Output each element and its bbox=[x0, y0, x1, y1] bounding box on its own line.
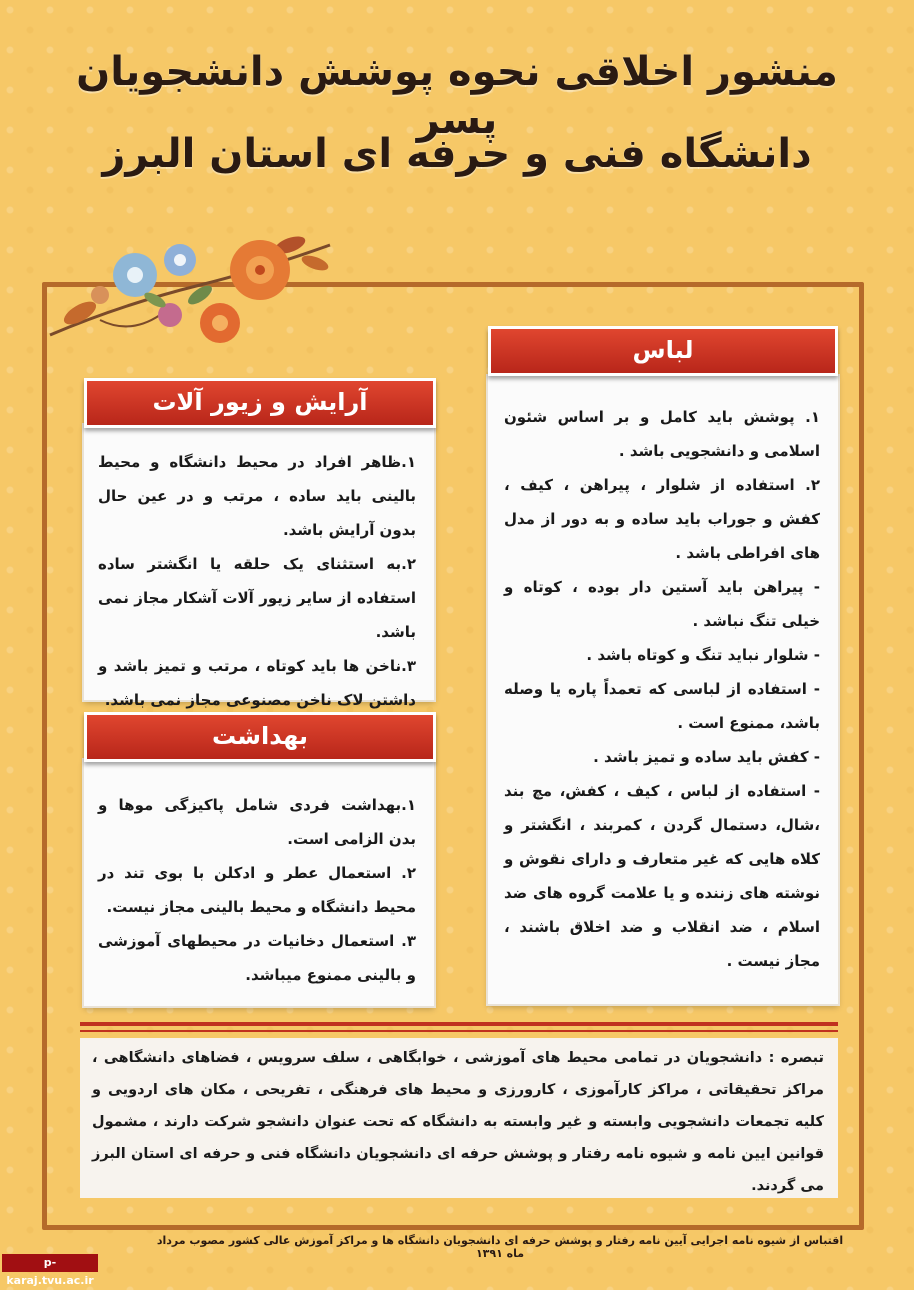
list-item: ۲. استفاده از شلوار ، پیراهن ، کیف ، کفش و جوراب باید ساده و به دور از مدل های افراطی باشد . bbox=[504, 476, 820, 562]
hygiene-section-heading: بهداشت bbox=[84, 712, 436, 762]
clothing-section-heading: لباس bbox=[488, 326, 838, 376]
list-item: - کفش باید ساده و تمیز باشد . bbox=[593, 748, 820, 766]
website-badge: p-karaj.tvu.ac.ir bbox=[2, 1254, 98, 1272]
clothing-section-body bbox=[488, 376, 838, 1004]
list-item: ۱.ظاهر افراد در محیط دانشگاه و محیط بالینی باید ساده ، مرتب و در عین حال بدون آرایش باشد. bbox=[98, 453, 416, 539]
page-title-line-2: دانشگاه فنی و حرفه ای استان البرز bbox=[102, 131, 812, 177]
flower-ornament-icon bbox=[40, 215, 340, 365]
divider bbox=[80, 1022, 838, 1026]
list-item: - استفاده از لباس ، کیف ، کفش، مچ بند ،شال، دستمال گردن ، کمربند ، انگشتر و کلاه هایی که غیر متعارف و دارای نقوش و نوشته های زننده و یا علامت گروه های ضد اسلام ، ضد انقلاب و ضد اخلاق باشند ، مجاز نیست . bbox=[504, 782, 820, 970]
adornment-section-heading: آرایش و زیور آلات bbox=[84, 378, 436, 428]
list-item: - استفاده از لباسی که تعمداً پاره یا وصله باشد، ممنوع است . bbox=[504, 680, 820, 732]
note-box: تبصره : دانشجویان در تمامی محیط های آموزشی ، خوابگاهی ، سلف سرویس ، فضاهای دانشگاهی ، مراکز تحقیقاتی ، مراکز کارآموزی ، کارورزی و محیط های فرهنگی ، تفریحی ، مکان های اردویی و کلیه تجمعات دانشجویی وابسته و غیر وابسته به دانشگاه که تحت عنوان دانشجو شرکت دارند ، مشمول قوانین ایین نامه و شیوه نامه رفتار و پوشش حرفه ای دانشجویان دانشگاه فنی و حرفه ای استان البرز می گردند. bbox=[80, 1038, 838, 1198]
list-item: ۳.ناخن ها باید کوتاه ، مرتب و تمیز باشد و داشتن لاک ناخن مصنوعی مجاز نمی باشد. bbox=[98, 657, 416, 709]
divider bbox=[80, 1030, 838, 1032]
list-item: ۱.بهداشت فردی شامل پاکیزگی موها و بدن الزامی است. bbox=[98, 796, 416, 848]
list-item: ۱. پوشش باید کامل و بر اساس شئون اسلامی و دانشجویی باشد . bbox=[504, 408, 820, 460]
source-footnote: اقتباس از شیوه نامه اجرایی آیین نامه رفتار و پوشش حرفه ای دانشجویان دانشگاه ها و مراکز آموزش عالی کشور مصوب مرداد ماه ۱۳۹۱ bbox=[156, 1234, 844, 1260]
adornment-section-body bbox=[84, 425, 434, 709]
list-item: - شلوار نباید تنگ و کوتاه باشد . bbox=[586, 646, 820, 664]
list-item: - پیراهن باید آستین دار بوده ، کوتاه و خیلی تنگ نباشد . bbox=[504, 578, 820, 630]
list-item: ۳. استعمال دخانیات در محیطهای آموزشی و بالینی ممنوع میباشد. bbox=[98, 932, 416, 984]
list-item: ۲. استعمال عطر و ادکلن با بوی تند در محیط دانشگاه و محیط بالینی مجاز نیست. bbox=[98, 864, 416, 916]
list-item: ۲.به استثنای یک حلقه یا انگشتر ساده استفاده از سایر زیور آلات آشکار مجاز نمی باشد. bbox=[98, 555, 416, 641]
page-title-line-1: منشور اخلاقی نحوه پوشش دانشجویان پسر bbox=[76, 49, 838, 143]
hygiene-section-body bbox=[84, 760, 434, 1006]
